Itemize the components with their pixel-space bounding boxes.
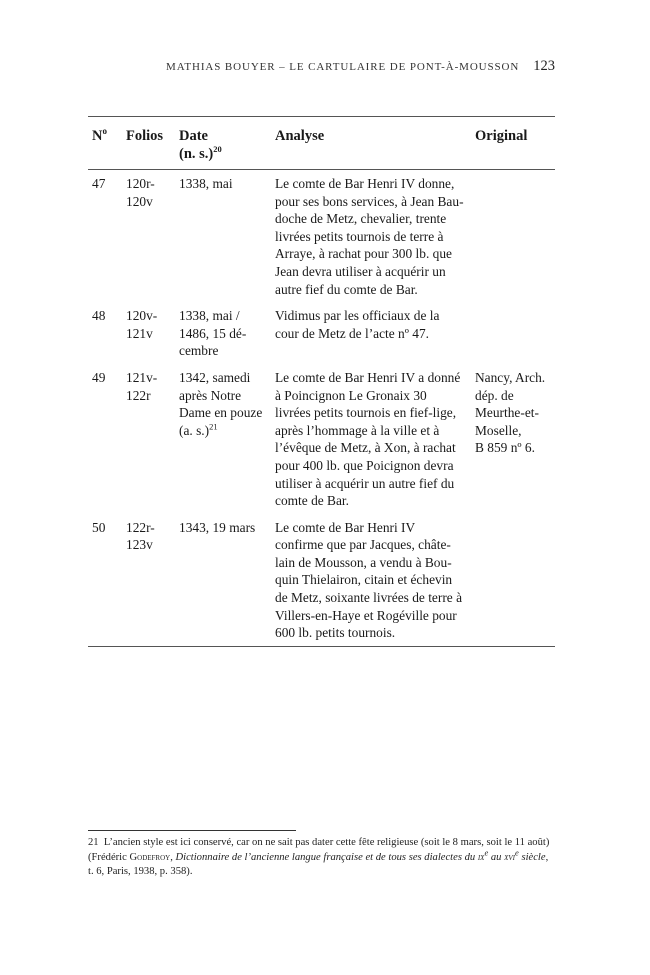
running-head — [88, 58, 555, 75]
cell-analyse-line: comte de Bar. — [275, 493, 349, 509]
cell-date-line: cembre — [179, 343, 219, 359]
cell-analyse — [275, 175, 475, 298]
cell-date — [179, 519, 275, 642]
table-row — [88, 170, 555, 302]
acts-table — [88, 116, 555, 647]
cell-date-line: 1338, mai — [179, 176, 233, 191]
cell-original — [475, 519, 555, 642]
cell-analyse-line: pour ses bons services, à Jean Bau- — [275, 193, 464, 209]
cell-folios-line: 122r- — [126, 519, 155, 535]
cell-date — [179, 175, 275, 298]
table-body — [88, 170, 555, 646]
cell-no: 50 — [92, 519, 106, 535]
cell-analyse-line: confirme que par Jacques, châte- — [275, 537, 451, 553]
cell-analyse-line: Le comte de Bar Henri IV a donné — [275, 369, 461, 385]
cell-folios-line: 120r- — [126, 176, 155, 191]
header-number: $N^o$ — [92, 126, 107, 144]
cell-analyse-line: l’évêque de Metz, à Xon, à rachat — [275, 440, 456, 456]
page-number: 123 — [533, 58, 555, 74]
cell-analyse-line: lain de Mousson, a vendu à Bou- — [275, 554, 452, 570]
table-header — [88, 117, 555, 170]
footnote — [88, 836, 558, 880]
footnote-line-3: t. 6, Paris, 1938, p. 358). — [88, 866, 193, 878]
cell-original — [475, 307, 555, 360]
cell-analyse — [275, 307, 475, 360]
cell-folios-line: 123v — [126, 537, 153, 553]
cell-date-line: 1338, mai / — [179, 308, 240, 324]
cell-analyse-line: autre fief du comte de Bar. — [275, 281, 418, 297]
footnote-line-1: 21 L’ancien style est ici conservé, car on ne sait pas dater cette fête religieuse (soit le 8 mars, soit le 11 août) — [88, 837, 550, 848]
cell-folios-line: 122r — [126, 387, 151, 403]
cell-analyse-line: quin Thielairon, citain et échevin — [275, 572, 453, 588]
cell-folios — [126, 307, 179, 360]
footnote-rule — [88, 830, 296, 831]
cell-folios-line: 120v — [126, 193, 153, 209]
cell-date — [179, 369, 275, 510]
header-folios: Folios — [126, 128, 164, 144]
cell-date-line: après Notre — [179, 387, 242, 403]
cell-analyse-line: pour 400 lb. que Poicignon devra — [275, 457, 454, 473]
cell-analyse-line: 600 lb. petits tournois. — [275, 625, 396, 641]
header-analyse: Analyse — [275, 128, 325, 144]
cell-folios-line: 120v- — [126, 308, 158, 324]
cell-folios-line: 121v — [126, 325, 153, 341]
cell-analyse-line: livrées petits tournois de terre à — [275, 228, 444, 244]
cell-analyse — [275, 369, 475, 510]
cell-analyse-line: livrées petits tournois en fief-lige, — [275, 405, 457, 421]
cell-original-line: Moselle, — [475, 422, 522, 438]
cell-folios — [126, 369, 179, 510]
cell-no: 47 — [92, 176, 106, 191]
header-date: Date (n. s.)$^{20}$ — [179, 128, 222, 162]
cell-analyse-line: Arraye, à rachat pour 300 lb. que — [275, 246, 452, 262]
cell-no: 49 — [92, 369, 106, 385]
cell-original-line: dép. de — [475, 387, 514, 403]
table-row — [88, 364, 555, 514]
cell-original-line: Nancy, Arch. — [475, 369, 546, 385]
cell-analyse-line: Le comte de Bar Henri IV donne, — [275, 176, 455, 191]
cell-date-line: 1343, 19 mars — [179, 519, 256, 535]
cell-date-line: 1342, samedi — [179, 369, 251, 385]
cell-analyse-line: Le comte de Bar Henri IV — [275, 519, 416, 535]
cell-folios — [126, 175, 179, 298]
footnote-line-2: (Frédéric Godefroy, Dictionnaire de l’ancienne langue française et de tous ses dialectes du $ix^e$ au xvi$^e$ siècle, — [88, 847, 549, 863]
cell-date-line: 1486, 15 dé- — [179, 325, 247, 341]
cell-original — [475, 175, 555, 298]
cell-analyse-line: après l’hommage à la ville et à — [275, 422, 440, 438]
cell-analyse-line: cour de Metz de l’acte nº 47. — [275, 325, 429, 341]
cell-folios — [126, 519, 179, 642]
cell-analyse — [275, 519, 475, 642]
cell-folios-line: 121v- — [126, 369, 158, 385]
cell-analyse-line: Jean devra utiliser à acquérir un — [275, 263, 446, 279]
cell-original-line: Meurthe-et- — [475, 405, 539, 421]
cell-analyse-line: Villers-en-Haye et Rogéville pour — [275, 607, 457, 623]
table-row — [88, 302, 555, 364]
cell-date — [179, 307, 275, 360]
cell-analyse-line: doche de Metz, chevalier, trente — [275, 211, 447, 227]
cell-analyse-line: de Metz, soixante livrées de terre à — [275, 590, 463, 606]
cell-original — [475, 369, 555, 510]
table-row — [88, 514, 555, 646]
cell-original-line: B 859 nº 6. — [475, 440, 535, 456]
cell-analyse-line: Vidimus par les officiaux de la — [275, 308, 440, 324]
running-title: MATHIAS BOUYER – LE CARTULAIRE DE PONT-À-MOUSSON — [166, 61, 520, 73]
cell-date-line: Dame en pouze — [179, 405, 263, 421]
cell-no: 48 — [92, 308, 106, 324]
cell-analyse-line: à Poincignon Le Gronaix 30 — [275, 387, 427, 403]
cell-analyse-line: utiliser à acquérir un autre fief du — [275, 475, 455, 491]
cell-date-line: (a. s.)$^{21}$ — [179, 421, 218, 438]
header-original: Original — [475, 128, 528, 144]
